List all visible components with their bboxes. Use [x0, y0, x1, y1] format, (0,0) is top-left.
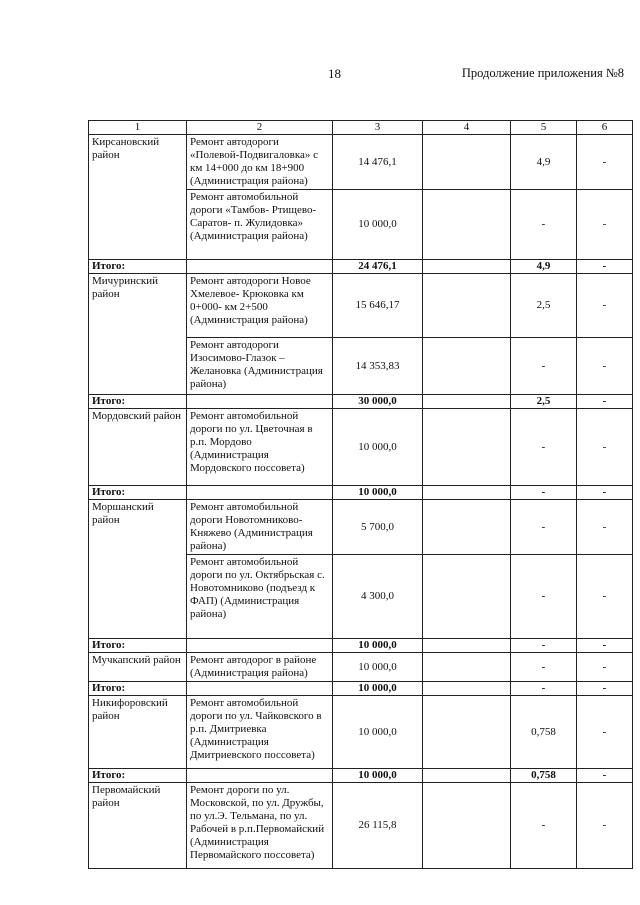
- header-cell: 2: [187, 121, 333, 135]
- total-label: Итого:: [89, 639, 187, 653]
- table-row: [89, 135, 633, 190]
- col6-cell: -: [577, 783, 633, 869]
- total-amount: 10 000,0: [333, 769, 423, 783]
- project-description: Ремонт дороги по ул. Московской, по ул. Дружбы, по ул.Э. Тельмана, по ул. Рабочей в р.п.Первомайский (Администрация Первомайского поссовета): [187, 783, 333, 869]
- col4-cell: [423, 783, 511, 869]
- district-name: Мучкапский район: [89, 653, 187, 682]
- col5-cell: 0,758: [511, 696, 577, 769]
- project-description: Ремонт автомобильной дороги Новотомниково- Княжево (Администрация района): [187, 500, 333, 555]
- header-cell: 3: [333, 121, 423, 135]
- total-amount: 30 000,0: [333, 395, 423, 409]
- col6-cell: -: [577, 274, 633, 338]
- total-col6: -: [577, 486, 633, 500]
- total-label: Итого:: [89, 395, 187, 409]
- total-col5: -: [511, 486, 577, 500]
- project-description: Ремонт автодороги «Полевой-Подвигаловка» с км 14+000 до км 18+900 (Администрация района): [187, 135, 333, 190]
- table-row: [89, 409, 633, 486]
- total-col5: -: [511, 639, 577, 653]
- total-col6: -: [577, 395, 633, 409]
- total-col6: -: [577, 260, 633, 274]
- total-empty: [187, 682, 333, 696]
- header-row: [89, 121, 633, 135]
- district-name: Мордовский район: [89, 409, 187, 486]
- page-number: 18: [328, 66, 341, 81]
- col4-cell: [423, 274, 511, 338]
- total-amount: 24 476,1: [333, 260, 423, 274]
- col5-cell: -: [511, 653, 577, 682]
- col6-cell: -: [577, 555, 633, 639]
- project-description: Ремонт автомобильной дороги по ул. Октябрьская с. Новотомниково (подъезд к ФАП) (Администрация района): [187, 555, 333, 639]
- total-col4: [423, 486, 511, 500]
- header-cell: 6: [577, 121, 633, 135]
- total-col5: 4,9: [511, 260, 577, 274]
- total-col6: -: [577, 639, 633, 653]
- total-col5: 0,758: [511, 769, 577, 783]
- district-name: Никифоровский район: [89, 696, 187, 769]
- col6-cell: -: [577, 338, 633, 395]
- header-cell: 4: [423, 121, 511, 135]
- table-row: [89, 653, 633, 682]
- col5-cell: 2,5: [511, 274, 577, 338]
- district-name: Кирсановский район: [89, 135, 187, 260]
- appendix-table: [88, 120, 633, 869]
- total-col4: [423, 260, 511, 274]
- header-cell: 1: [89, 121, 187, 135]
- continuation-label: Продолжение приложения №8: [461, 66, 624, 80]
- col4-cell: [423, 696, 511, 769]
- total-col5: 2,5: [511, 395, 577, 409]
- col5-cell: -: [511, 409, 577, 486]
- total-row: [89, 682, 633, 696]
- table-row: [89, 500, 633, 555]
- total-label: Итого:: [89, 486, 187, 500]
- total-row: [89, 769, 633, 783]
- amount-cell: 10 000,0: [333, 409, 423, 486]
- col6-cell: -: [577, 190, 633, 260]
- col6-cell: -: [577, 653, 633, 682]
- total-col6: -: [577, 769, 633, 783]
- total-empty: [187, 260, 333, 274]
- col5-cell: -: [511, 555, 577, 639]
- district-name: Моршанский район: [89, 500, 187, 639]
- project-description: Ремонт автомобильной дороги по ул. Цветочная в р.п. Мордово (Администрация Мордовского поссовета): [187, 409, 333, 486]
- total-empty: [187, 639, 333, 653]
- col4-cell: [423, 500, 511, 555]
- total-label: Итого:: [89, 769, 187, 783]
- col6-cell: -: [577, 696, 633, 769]
- table-row: [89, 274, 633, 338]
- total-empty: [187, 395, 333, 409]
- col5-cell: -: [511, 783, 577, 869]
- amount-cell: 26 115,8: [333, 783, 423, 869]
- district-name: Мичуринский район: [89, 274, 187, 395]
- col4-cell: [423, 135, 511, 190]
- col5-cell: -: [511, 190, 577, 260]
- project-description: Ремонт автодорог в районе (Администрация района): [187, 653, 333, 682]
- amount-cell: 10 000,0: [333, 696, 423, 769]
- total-row: [89, 260, 633, 274]
- amount-cell: 10 000,0: [333, 653, 423, 682]
- total-row: [89, 639, 633, 653]
- total-col4: [423, 639, 511, 653]
- col4-cell: [423, 409, 511, 486]
- col5-cell: -: [511, 338, 577, 395]
- col6-cell: -: [577, 500, 633, 555]
- project-description: Ремонт автодороги Изосимово-Глазок – Желановка (Администрация района): [187, 338, 333, 395]
- col4-cell: [423, 653, 511, 682]
- col6-cell: -: [577, 409, 633, 486]
- total-amount: 10 000,0: [333, 486, 423, 500]
- header-cell: 5: [511, 121, 577, 135]
- total-amount: 10 000,0: [333, 639, 423, 653]
- project-description: Ремонт автомобильной дороги «Тамбов- Ртищево-Саратов- п. Жулидовка» (Администрация района): [187, 190, 333, 260]
- project-description: Ремонт автомобильной дороги по ул. Чайковского в р.п. Дмитриевка (Администрация Дмитриевского поссовета): [187, 696, 333, 769]
- total-col5: -: [511, 682, 577, 696]
- amount-cell: 5 700,0: [333, 500, 423, 555]
- amount-cell: 4 300,0: [333, 555, 423, 639]
- total-row: [89, 486, 633, 500]
- total-col4: [423, 682, 511, 696]
- district-name: Первомайский район: [89, 783, 187, 869]
- col4-cell: [423, 338, 511, 395]
- col6-cell: -: [577, 135, 633, 190]
- col4-cell: [423, 190, 511, 260]
- total-empty: [187, 486, 333, 500]
- total-label: Итого:: [89, 260, 187, 274]
- table-row: [89, 696, 633, 769]
- total-empty: [187, 769, 333, 783]
- col4-cell: [423, 555, 511, 639]
- total-col6: -: [577, 682, 633, 696]
- amount-cell: 14 353,83: [333, 338, 423, 395]
- amount-cell: 15 646,17: [333, 274, 423, 338]
- total-label: Итого:: [89, 682, 187, 696]
- table-row: [89, 783, 633, 869]
- total-col4: [423, 395, 511, 409]
- total-row: [89, 395, 633, 409]
- project-description: Ремонт автодороги Новое Хмелевое- Крюковка км 0+000- км 2+500 (Администрация района): [187, 274, 333, 338]
- amount-cell: 14 476,1: [333, 135, 423, 190]
- col5-cell: -: [511, 500, 577, 555]
- total-amount: 10 000,0: [333, 682, 423, 696]
- total-col4: [423, 769, 511, 783]
- amount-cell: 10 000,0: [333, 190, 423, 260]
- col5-cell: 4,9: [511, 135, 577, 190]
